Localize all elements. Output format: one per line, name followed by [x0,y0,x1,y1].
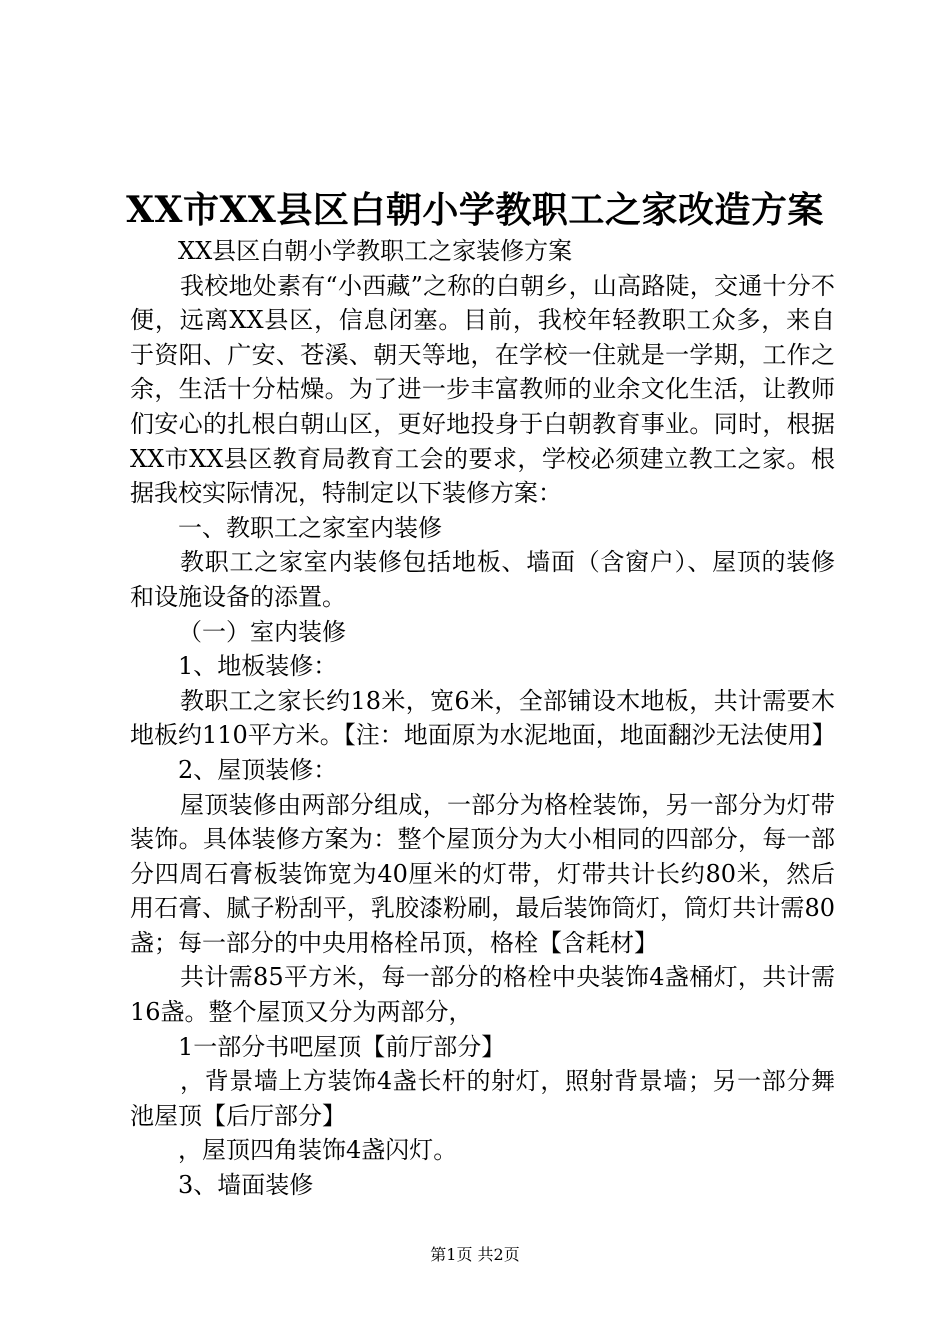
roof-paragraph-continued: 共计需85平方米，每一部分的格栓中央装饰4盏桶灯，共计需16盏。整个屋顶又分为两部分， [130,963,835,1027]
floor-paragraph: 教职工之家长约18米，宽6米，全部铺设木地板，共计需要木地板约110平方米。【注：地面原为水泥地面，地面翻沙无法使用】 [130,686,836,750]
subtitle-paragraph: XX县区白朝小学教职工之家装修方案 [178,237,573,265]
intro-paragraph: 我校地处素有“小西藏”之称的白朝乡，山高路陡，交通十分不便，远离XX县区，信息闭塞。目前，我校年轻教职工众多，来自于资阳、广安、苍溪、朝天等地，在学校一住就是一学期，工作之余，生活十分枯燥。为了进一步丰富教师的业余文化生活，让教师们安心的扎根白朝山区，更好地投身于白朝教育事业。同时，根据XX市XX县区教育局教育工会的要求，学校必须建立教工之家。根据我校实际情况，特制定以下装修方案： [130,271,835,508]
roof-back-hall-paragraph: ，背景墙上方装饰4盏长杆的射灯，照射背景墙；另一部分舞池屋顶【后厅部分】 [130,1067,835,1130]
item-heading-floor: 1、地板装修： [178,652,338,681]
roof-corner-line: ，屋顶四角装饰4盏闪灯。 [178,1136,458,1165]
page-number-footer: 第1页 共2页 [430,1245,520,1264]
roof-paragraph: 屋顶装修由两部分组成，一部分为格栓装饰，另一部分为灯带装饰。具体装修方案为：整个屋顶分为大小相同的四部分，每一部分四周石膏板装饰宽为40厘米的灯带，灯带共计长约80米，然后用石膏、腻子粉刮平，乳胶漆粉刷，最后装饰筒灯，筒灯共计需80盏；每一部分的中央用格栓吊顶，格栓【含耗材】 [130,790,835,957]
item-heading-roof: 2、屋顶装修： [178,755,338,784]
roof-front-hall-line: 1一部分书吧屋顶【前厅部分】 [178,1032,506,1061]
subsection-heading: （一）室内装修 [178,617,346,646]
document-body [130,234,835,1203]
item-heading-wall: 3、墙面装修 [178,1171,314,1200]
section-paragraph: 教职工之家室内装修包括地板、墙面（含窗户）、屋顶的装修和设施设备的添置。 [130,548,835,611]
document-title: XX市XX县区白朝小学教职工之家改造方案 [126,189,824,231]
section-heading: 一、教职工之家室内装修 [178,513,442,542]
